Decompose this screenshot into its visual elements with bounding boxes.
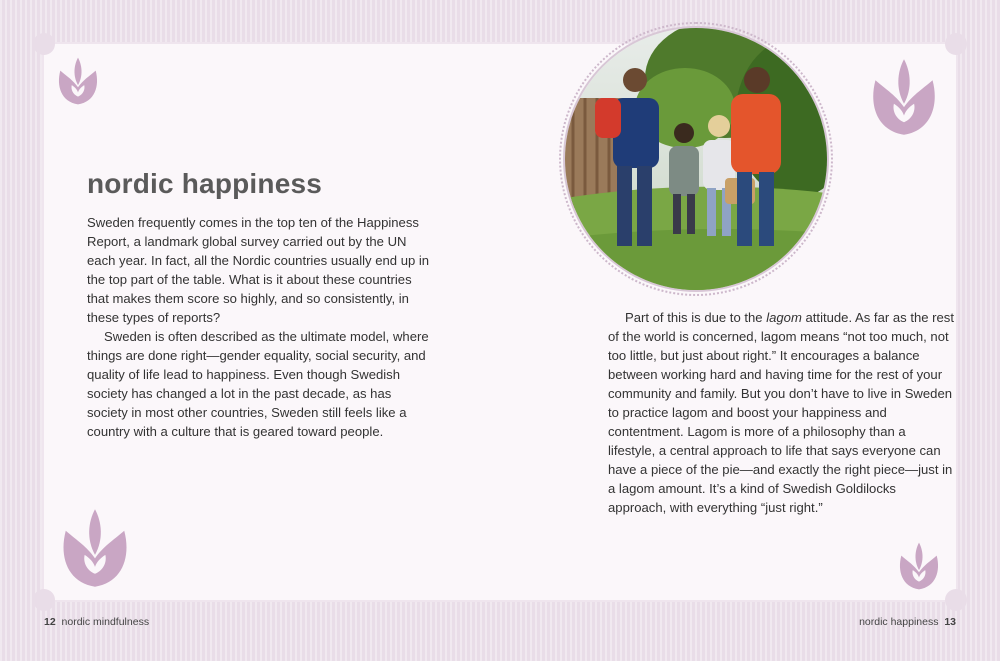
left-running-head: nordic mindfulness (61, 616, 150, 628)
left-folio (44, 616, 149, 628)
tulip-flower-icon (893, 540, 945, 592)
panel-corner-notch (945, 33, 967, 55)
family-walking-photo (563, 26, 829, 292)
tulip-flower-icon (52, 55, 104, 107)
right-folio (859, 616, 956, 628)
left-body-text (87, 213, 432, 441)
right-running-head: nordic happiness (859, 616, 939, 628)
right-page-number: 13 (944, 616, 956, 628)
paragraph (608, 308, 956, 517)
panel-corner-notch (33, 589, 55, 611)
paragraph: Sweden is often described as the ultimate model, where things are done right—gender equality, social security, and quality of life lead to happiness. Even though Swedish society has changed a lot in the past decade, as has society in most other countries, Sweden still feels like a country with a culture that is geared toward people. (87, 329, 429, 439)
paragraph-intro: Part of this is due to the (625, 310, 767, 325)
tulip-flower-icon (862, 55, 946, 139)
paragraph-rest: attitude. As far as the rest of the world is concerned, lagom means “not too much, not too little, but just about right.” It encourages a balance between working hard and having time for the rest of your community and family. But you don’t have to live in Sweden to practice lagom and boost your happiness and contentment. Lagom is more of a philosophy than a lifestyle, a central approach to life that says everyone can have a piece of the pie—and exactly the right piece—just in a lagom amount. It’s a kind of Swedish Goldilocks approach, with everything “just right.” (608, 310, 954, 515)
tulip-flower-icon (52, 505, 138, 591)
lagom-emphasis: lagom (766, 310, 802, 325)
left-page-number: 12 (44, 616, 56, 628)
page-title: nordic happiness (87, 168, 323, 199)
panel-corner-notch (945, 589, 967, 611)
right-body-text (608, 308, 956, 517)
panel-corner-notch (33, 33, 55, 55)
paragraph: Sweden frequently comes in the top ten of the Happiness Report, a landmark global survey carried out by the UN each year. In fact, all the Nordic countries usually end up in the top part of the table. What is it about these countries that makes them score so highly, and so consistently, in these types of reports? (87, 215, 430, 325)
